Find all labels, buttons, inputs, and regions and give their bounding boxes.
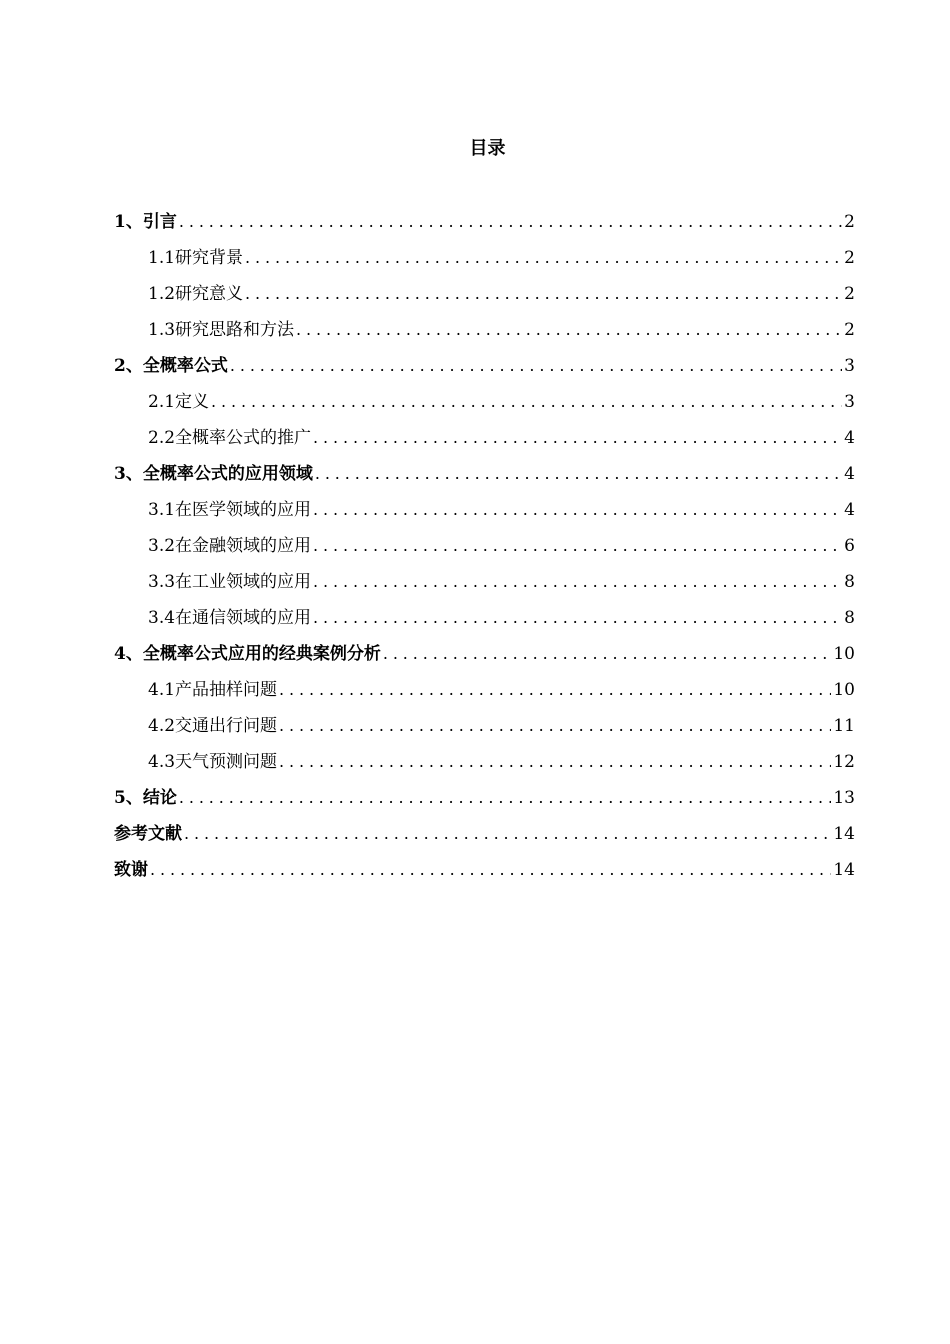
- toc-entry-title: 致谢: [114, 860, 148, 880]
- toc-page-number: 3: [844, 356, 855, 376]
- toc-dot-leader: [313, 528, 842, 564]
- toc-entry-title: 4、全概率公式应用的经典案例分析: [114, 644, 381, 664]
- toc-entry[interactable]: [114, 780, 855, 816]
- toc-page-number: 4: [844, 500, 855, 520]
- toc-page-number: 8: [844, 572, 855, 592]
- toc-entry-title: 2.1定义: [148, 392, 210, 412]
- table-of-contents: [114, 204, 855, 888]
- toc-entry-title: 参考文献: [114, 824, 182, 844]
- toc-entry[interactable]: [114, 672, 855, 708]
- toc-entry-title: 1.1研究背景: [148, 248, 244, 268]
- toc-entry[interactable]: [114, 708, 855, 744]
- toc-page-number: 4: [844, 428, 855, 448]
- toc-entry[interactable]: [114, 852, 855, 888]
- toc-entry[interactable]: [114, 636, 855, 672]
- toc-page-number: 12: [833, 752, 855, 772]
- toc-entry-title: 3.1在医学领域的应用: [148, 500, 312, 520]
- toc-dot-leader: [279, 672, 831, 708]
- toc-dot-leader: [313, 420, 842, 456]
- toc-entry[interactable]: [114, 384, 855, 420]
- toc-entry-title: 2、全概率公式: [114, 356, 228, 376]
- toc-dot-leader: [313, 492, 842, 528]
- toc-entry-title: 1、引言: [114, 212, 177, 232]
- toc-entry-title: 4.1产品抽样问题: [148, 680, 278, 700]
- toc-entry[interactable]: [114, 600, 855, 636]
- toc-dot-leader: [179, 780, 832, 816]
- toc-entry[interactable]: [114, 240, 855, 276]
- toc-dot-leader: [179, 204, 842, 240]
- toc-entry[interactable]: [114, 564, 855, 600]
- toc-entry[interactable]: [114, 528, 855, 564]
- toc-page-number: 2: [844, 320, 855, 340]
- toc-entry[interactable]: [114, 420, 855, 456]
- toc-entry[interactable]: [114, 312, 855, 348]
- toc-page-number: 10: [833, 644, 855, 664]
- toc-entry-title: 3.4在通信领域的应用: [148, 608, 312, 628]
- toc-dot-leader: [184, 816, 831, 852]
- toc-page-number: 6: [844, 536, 855, 556]
- toc-dot-leader: [211, 384, 842, 420]
- toc-entry-title: 4.2交通出行问题: [148, 716, 278, 736]
- toc-title: 目录: [469, 138, 506, 159]
- toc-dot-leader: [383, 636, 832, 672]
- toc-page-number: 4: [844, 464, 855, 484]
- toc-page-number: 2: [844, 248, 855, 268]
- toc-entry-title: 1.2研究意义: [148, 284, 244, 304]
- toc-page-number: 10: [833, 680, 855, 700]
- toc-dot-leader: [313, 600, 842, 636]
- toc-entry[interactable]: [114, 456, 855, 492]
- toc-page-number: 13: [833, 788, 855, 808]
- toc-entry[interactable]: [114, 816, 855, 852]
- toc-entry-title: 3.2在金融领域的应用: [148, 536, 312, 556]
- toc-entry[interactable]: [114, 492, 855, 528]
- toc-entry-title: 1.3研究思路和方法: [148, 320, 295, 340]
- toc-entry[interactable]: [114, 276, 855, 312]
- toc-dot-leader: [245, 240, 842, 276]
- toc-entry[interactable]: [114, 348, 855, 384]
- toc-page-number: 8: [844, 608, 855, 628]
- toc-page-number: 2: [844, 284, 855, 304]
- toc-page-number: 3: [844, 392, 855, 412]
- toc-dot-leader: [315, 456, 842, 492]
- toc-page-number: 2: [844, 212, 855, 232]
- toc-entry[interactable]: [114, 744, 855, 780]
- toc-entry-title: 3、全概率公式的应用领域: [114, 464, 313, 484]
- toc-entry-title: 2.2全概率公式的推广: [148, 428, 312, 448]
- toc-dot-leader: [230, 348, 842, 384]
- toc-dot-leader: [313, 564, 842, 600]
- toc-page-number: 11: [833, 716, 855, 736]
- toc-dot-leader: [279, 744, 831, 780]
- toc-entry[interactable]: [114, 204, 855, 240]
- toc-entry-title: 5、结论: [114, 788, 177, 808]
- toc-page-number: 14: [833, 824, 855, 844]
- toc-entry-title: 4.3天气预测问题: [148, 752, 278, 772]
- toc-dot-leader: [279, 708, 831, 744]
- toc-entry-title: 3.3在工业领域的应用: [148, 572, 312, 592]
- toc-dot-leader: [296, 312, 842, 348]
- toc-dot-leader: [245, 276, 842, 312]
- toc-dot-leader: [150, 852, 831, 888]
- toc-page-number: 14: [833, 860, 855, 880]
